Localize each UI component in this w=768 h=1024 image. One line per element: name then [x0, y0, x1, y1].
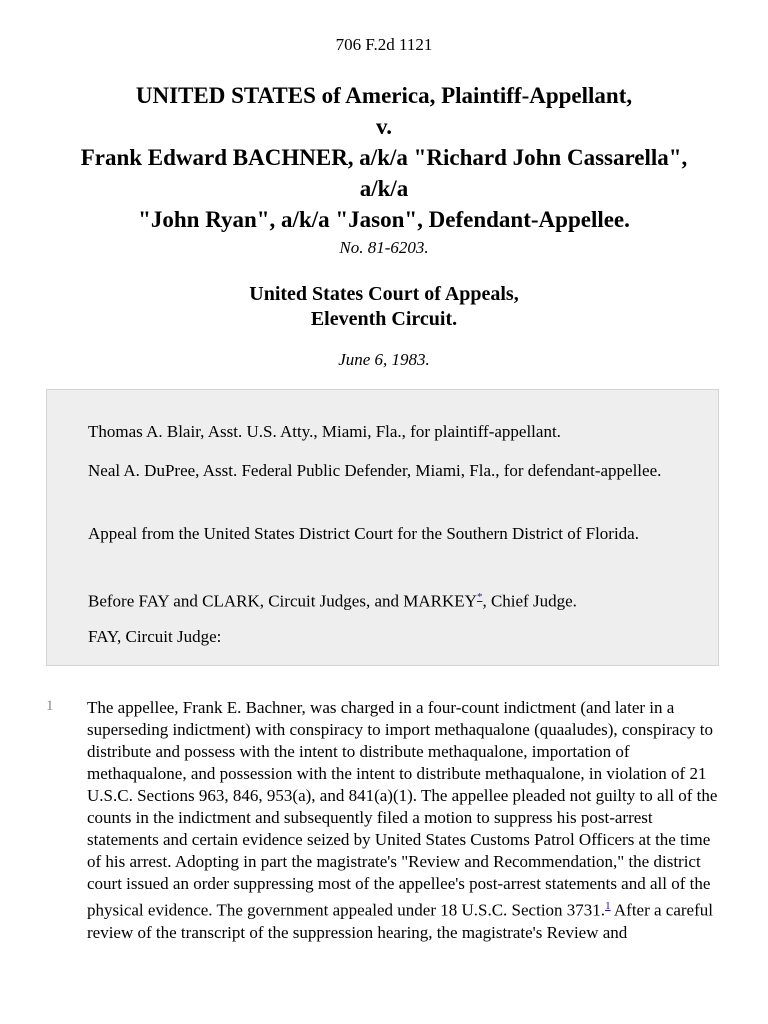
title-line: UNITED STATES of America, Plaintiff-Appellant,: [135, 83, 633, 108]
counsel-defendant: Neal A. DuPree, Asst. Federal Public Defender, Miami, Fla., for defendant-appellee.: [88, 461, 662, 480]
paragraph-text: The appellee, Frank E. Bachner, was charged in a four-count indictment (and later in a superseding indictment) with conspiracy to import methaqualone (quaaludes), conspiracy to distribute and possess with the intent to distribute methaqualone, importation of methaqualone, and possession with the intent to distribute methaqualone, in violation of 21 U.S.C. Sections 963, 846, 953(a), and 841(a)(1). The appellee pleaded not guilty to all of the counts in the indictment and subsequently filed a motion to suppress his post-arrest statements and certain evidence seized by United States Customs Patrol Officers at the time of his arrest. Adopting in part the magistrate's "Review and Recommendation," the district court issued an order suppressing most of the appellee's post-arrest statements and all of the physical evidence. The government appealed under 18 U.S.C. Section 3731.: [87, 698, 718, 920]
title-line: a/k/a: [359, 176, 409, 201]
counsel-plaintiff: Thomas A. Blair, Asst. U.S. Atty., Miami, Fla., for plaintiff-appellant.: [88, 422, 561, 441]
opinion-paragraph: [87, 697, 727, 944]
docket-number: No. 81-6203.: [339, 238, 429, 257]
case-title: [20, 80, 748, 235]
footnote-star-link[interactable]: *: [476, 591, 483, 603]
title-line: v.: [376, 114, 392, 139]
court-line: United States Court of Appeals,: [249, 283, 519, 305]
paragraph-text-continued: After a careful review of the transcript of the suppression hearing, the magistrate's Review and: [87, 900, 713, 942]
case-header-box: [46, 389, 719, 666]
court-line: Eleventh Circuit.: [310, 308, 458, 330]
court-name: [0, 282, 768, 332]
title-line: Frank Edward BACHNER, a/k/a "Richard John Cassarella",: [80, 145, 688, 170]
case-citation: 706 F.2d 1121: [335, 35, 433, 54]
panel-judges-text: Before FAY and CLARK, Circuit Judges, and MARKEY: [88, 591, 477, 611]
decision-date: June 6, 1983.: [338, 350, 430, 369]
panel-judges-suffix: , Chief Judge.: [482, 591, 577, 611]
panel-judges: [88, 586, 688, 613]
title-line: "John Ryan", a/k/a "Jason", Defendant-Appellee.: [138, 207, 630, 232]
paragraph-number: 1: [46, 698, 54, 714]
footnote-1-link[interactable]: 1: [605, 900, 611, 912]
appeal-origin: Appeal from the United States District Court for the Southern District of Florida.: [88, 524, 639, 543]
opinion-author: FAY, Circuit Judge:: [88, 627, 222, 646]
